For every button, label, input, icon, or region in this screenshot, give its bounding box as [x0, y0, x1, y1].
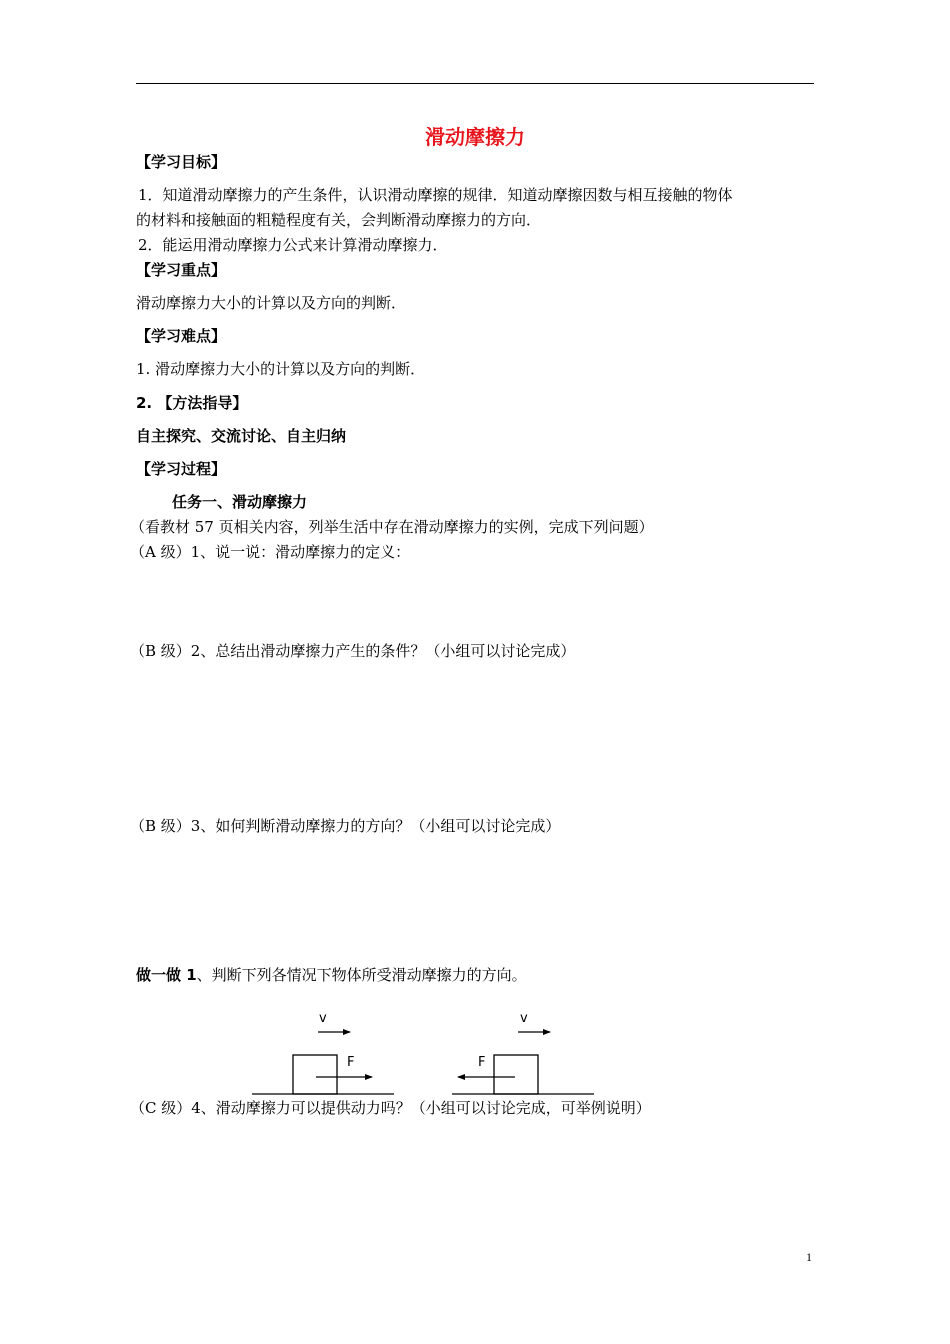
- objective-2: 2．能运用滑动摩擦力公式来计算滑动摩擦力．: [138, 236, 448, 254]
- page-number: 1: [806, 1250, 812, 1264]
- velocity-label-left: v: [319, 1011, 327, 1026]
- velocity-label-right: v: [520, 1011, 528, 1026]
- task-1-heading: 任务一、滑动摩擦力: [172, 493, 308, 511]
- method-text: 自主探究、交流讨论、自主归纳: [136, 427, 347, 445]
- diagram-left: [252, 1032, 394, 1094]
- difficulties-text: 1. 滑动摩擦力大小的计算以及方向的判断．: [136, 360, 426, 378]
- process-heading: 【学习过程】: [136, 460, 227, 478]
- method-heading: 2. 【方法指导】: [136, 394, 248, 412]
- exercise-label: 做一做 1: [136, 966, 197, 984]
- diagram-right: [452, 1032, 594, 1094]
- force-label-right: F: [478, 1055, 486, 1070]
- question-4: （C 级）4、滑动摩擦力可以提供动力吗？（小组可以讨论完成，可举例说明）: [130, 1099, 651, 1117]
- key-points-text: 滑动摩擦力大小的计算以及方向的判断．: [136, 294, 407, 312]
- page-title: 滑动摩擦力: [425, 125, 525, 149]
- task-1-intro: （看教材 57 页相关内容，列举生活中存在滑动摩擦力的实例，完成下列问题）: [130, 518, 654, 536]
- difficulties-heading: 【学习难点】: [136, 327, 227, 345]
- question-1: （A 级）1、说一说：滑动摩擦力的定义：: [130, 543, 411, 561]
- objective-1-line2: 的材料和接触面的粗糙程度有关，会判断滑动摩擦力的方向．: [136, 211, 542, 229]
- force-label-left: F: [347, 1055, 355, 1070]
- objective-1-line1: 1．知道滑动摩擦力的产生条件，认识滑动摩擦的规律．知道动摩擦因数与相互接触的物体: [138, 186, 733, 204]
- exercise-text: 、判断下列各情况下物体所受滑动摩擦力的方向。: [196, 966, 527, 984]
- block-right: [494, 1055, 538, 1094]
- key-points-heading: 【学习重点】: [136, 261, 227, 279]
- question-2: （B 级）2、总结出滑动摩擦力产生的条件？（小组可以讨论完成）: [130, 642, 576, 660]
- block-left: [293, 1055, 337, 1094]
- question-3: （B 级）3、如何判断滑动摩擦力的方向？（小组可以讨论完成）: [130, 817, 561, 835]
- objectives-heading: 【学习目标】: [136, 153, 227, 171]
